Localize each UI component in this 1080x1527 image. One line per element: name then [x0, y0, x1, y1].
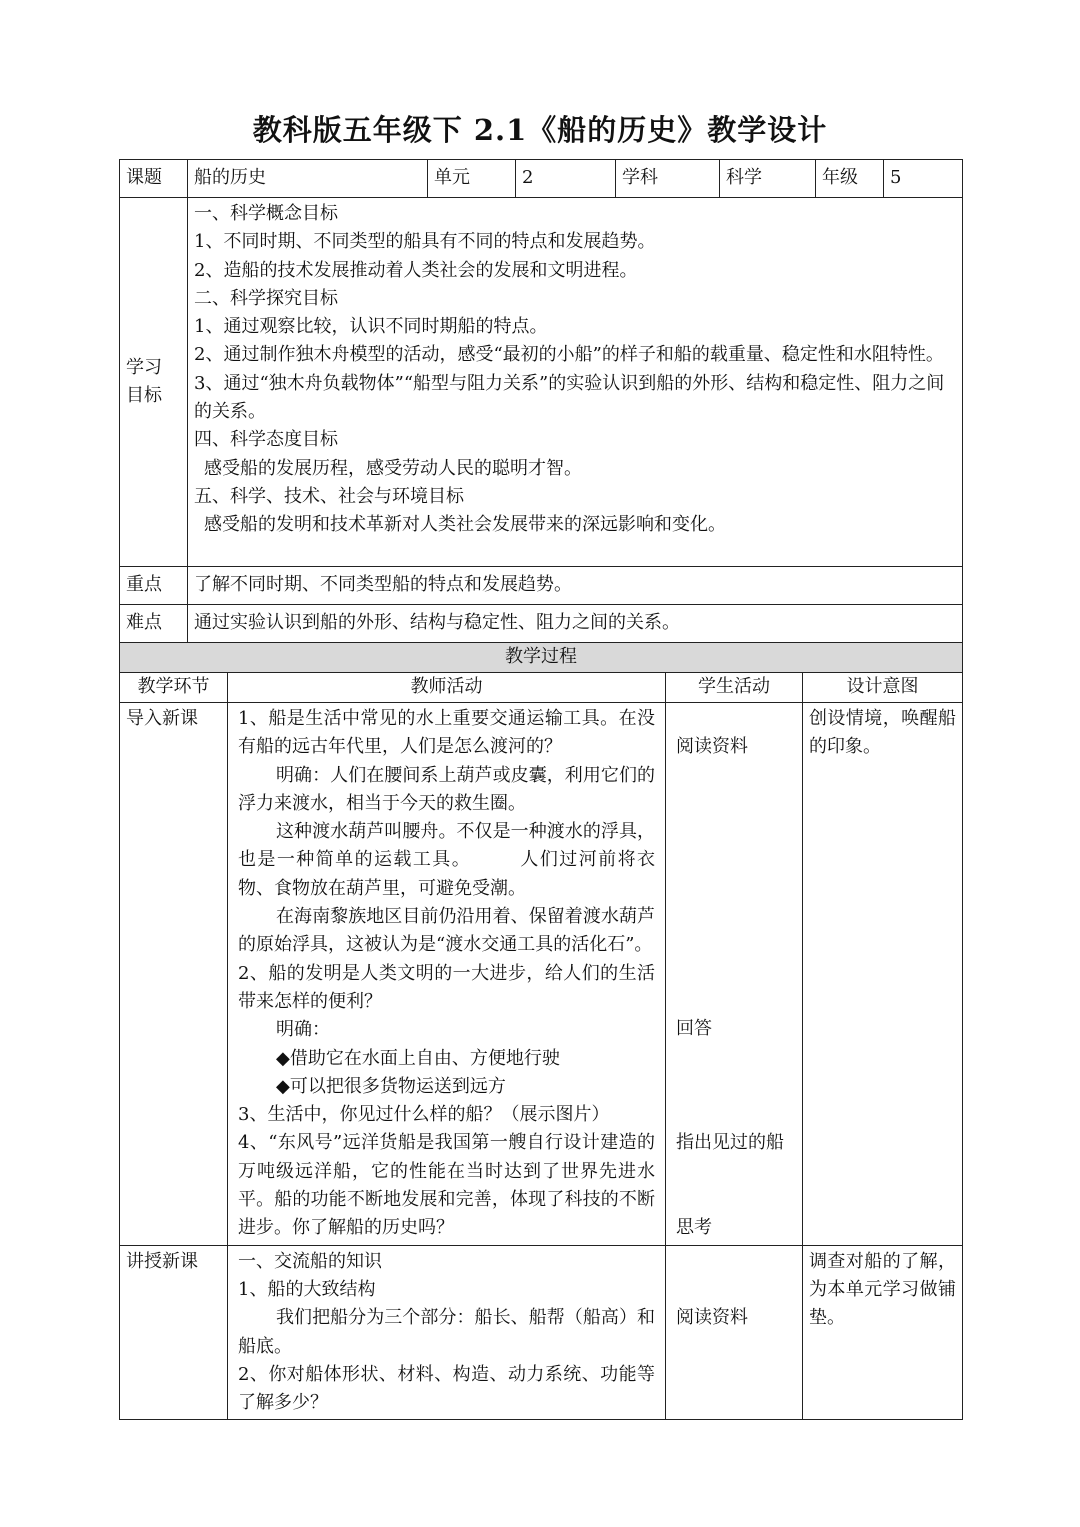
teacher-line: 1、船是生活中常见的水上重要交通运输工具。在没有船的远古年代里，人们是怎么渡河的？: [238, 708, 655, 758]
intro-student: [666, 703, 803, 1246]
teacher-line: 2、你对船体形状、材料、构造、动力系统、功能等了解多少？: [238, 1363, 655, 1414]
goal-line: 五、科学、技术、社会与环境目标: [194, 485, 464, 507]
lesson-info-table: [119, 159, 963, 643]
process-band: 教学过程: [120, 643, 963, 673]
teacher-line: 一、交流船的知识: [238, 1250, 382, 1272]
intro-intent: 创设情境，唤醒船的印象。: [803, 703, 963, 1246]
key-point-text: 了解不同时期、不同类型船的特点和发展趋势。: [188, 567, 963, 605]
intro-teacher: [228, 703, 666, 1246]
student-line: 阅读资料: [676, 736, 748, 757]
goal-line: 二、科学探究目标: [194, 287, 338, 309]
teacher-line: 这种渡水葫芦叫腰舟。不仅是一种渡水的浮具，也是一种简单的运载工具。 人们过河前将衣物、食物放在葫芦里，可避免受潮。: [238, 821, 655, 899]
process-header-row: [120, 673, 963, 703]
goal-line: 3、通过“独木舟负载物体”“船型与阻力关系”的实验认识到船的外形、结构和稳定性、阻力之间的关系。: [194, 372, 945, 423]
bullet-line: ◆可以把很多货物运送到远方: [276, 1075, 506, 1097]
student-line: 回答: [676, 1018, 712, 1040]
goal-line: 一、科学概念目标: [194, 203, 338, 224]
teacher-line: 2、船的发明是人类文明的一大进步，给人们的生活带来怎样的便利？: [238, 962, 655, 1012]
teacher-line: 在海南黎族地区目前仍沿用着、保留着渡水葫芦的原始浮具，这被认为是“渡水交通工具的活化石”。: [238, 906, 655, 956]
key-point-label: 重点: [120, 567, 188, 605]
goal-line: 2、造船的技术发展推动着人类社会的发展和文明进程。: [194, 259, 638, 281]
teacher-line: 3、生活中，你见过什么样的船？（展示图片）: [238, 1104, 610, 1126]
lecture-teacher: [228, 1245, 666, 1420]
subject-label: 学科: [616, 160, 720, 198]
goals-content: [188, 198, 963, 567]
header-intent: 设计意图: [803, 673, 963, 703]
goal-line: 四、科学态度目标: [194, 429, 338, 451]
info-row: [120, 160, 963, 198]
goals-label-line1: 学习: [126, 356, 162, 378]
lecture-intent: 调查对船的了解，为本单元学习做铺垫。: [803, 1245, 963, 1420]
key-point-row: [120, 567, 963, 605]
topic-label: 课题: [120, 160, 188, 198]
process-band-row: [120, 643, 963, 673]
intro-stage: 导入新课: [120, 703, 228, 1246]
goal-line: 1、通过观察比较，认识不同时期船的特点。: [194, 316, 548, 338]
goal-line: 2、通过制作独木舟模型的活动，感受“最初的小船”的样子和船的载重量、稳定性和水阻特性。: [194, 344, 944, 366]
grade-value: 5: [884, 160, 963, 198]
goals-label: [120, 198, 188, 567]
header-teacher: 教师活动: [228, 673, 666, 703]
teaching-process-table: [119, 642, 963, 1420]
goal-line: 1、不同时期、不同类型的船具有不同的特点和发展趋势。: [194, 231, 656, 253]
goals-label-line2: 目标: [126, 385, 162, 406]
unit-value: 2: [516, 160, 616, 198]
lecture-stage: 讲授新课: [120, 1245, 228, 1420]
subject-value: 科学: [720, 160, 816, 198]
difficulty-label: 难点: [120, 605, 188, 643]
teacher-line: 1、船的大致结构: [238, 1278, 376, 1300]
difficulty-text: 通过实验认识到船的外形、结构与稳定性、阻力之间的关系。: [188, 605, 963, 643]
teacher-line: 4、“东风号”远洋货船是我国第一艘自行设计建造的万吨级远洋船，它的性能在当时达到了世界先进水平。船的功能不断地发展和完善，体现了科技的不断进步。你了解船的历史吗？: [238, 1132, 655, 1239]
student-line: 阅读资料: [676, 1306, 748, 1328]
unit-label: 单元: [428, 160, 516, 198]
goals-row: [120, 198, 963, 567]
document-title: 教科版五年级下 2.1《船的历史》教学设计: [252, 113, 828, 147]
teacher-line: 我们把船分为三个部分：船长、船帮（船高）和船底。: [238, 1307, 655, 1357]
difficulty-row: [120, 605, 963, 643]
student-line: 思考: [676, 1216, 712, 1238]
student-line: 指出见过的船: [676, 1131, 784, 1153]
topic-value: 船的历史: [188, 160, 428, 198]
grade-label: 年级: [816, 160, 884, 198]
lecture-row: [120, 1245, 963, 1420]
teacher-line: 明确：人们在腰间系上葫芦或皮囊，利用它们的浮力来渡水，相当于今天的救生圈。: [238, 764, 655, 814]
teacher-line: 明确：: [276, 1019, 330, 1041]
intro-row: [120, 703, 963, 1246]
header-stage: 教学环节: [120, 673, 228, 703]
goal-line: 感受船的发展历程，感受劳动人民的聪明才智。: [204, 457, 582, 479]
lecture-student: [666, 1245, 803, 1420]
bullet-line: ◆借助它在水面上自由、方便地行驶: [276, 1047, 560, 1069]
goal-line: 感受船的发明和技术革新对人类社会发展带来的深远影响和变化。: [204, 514, 726, 536]
header-student: 学生活动: [666, 673, 803, 703]
